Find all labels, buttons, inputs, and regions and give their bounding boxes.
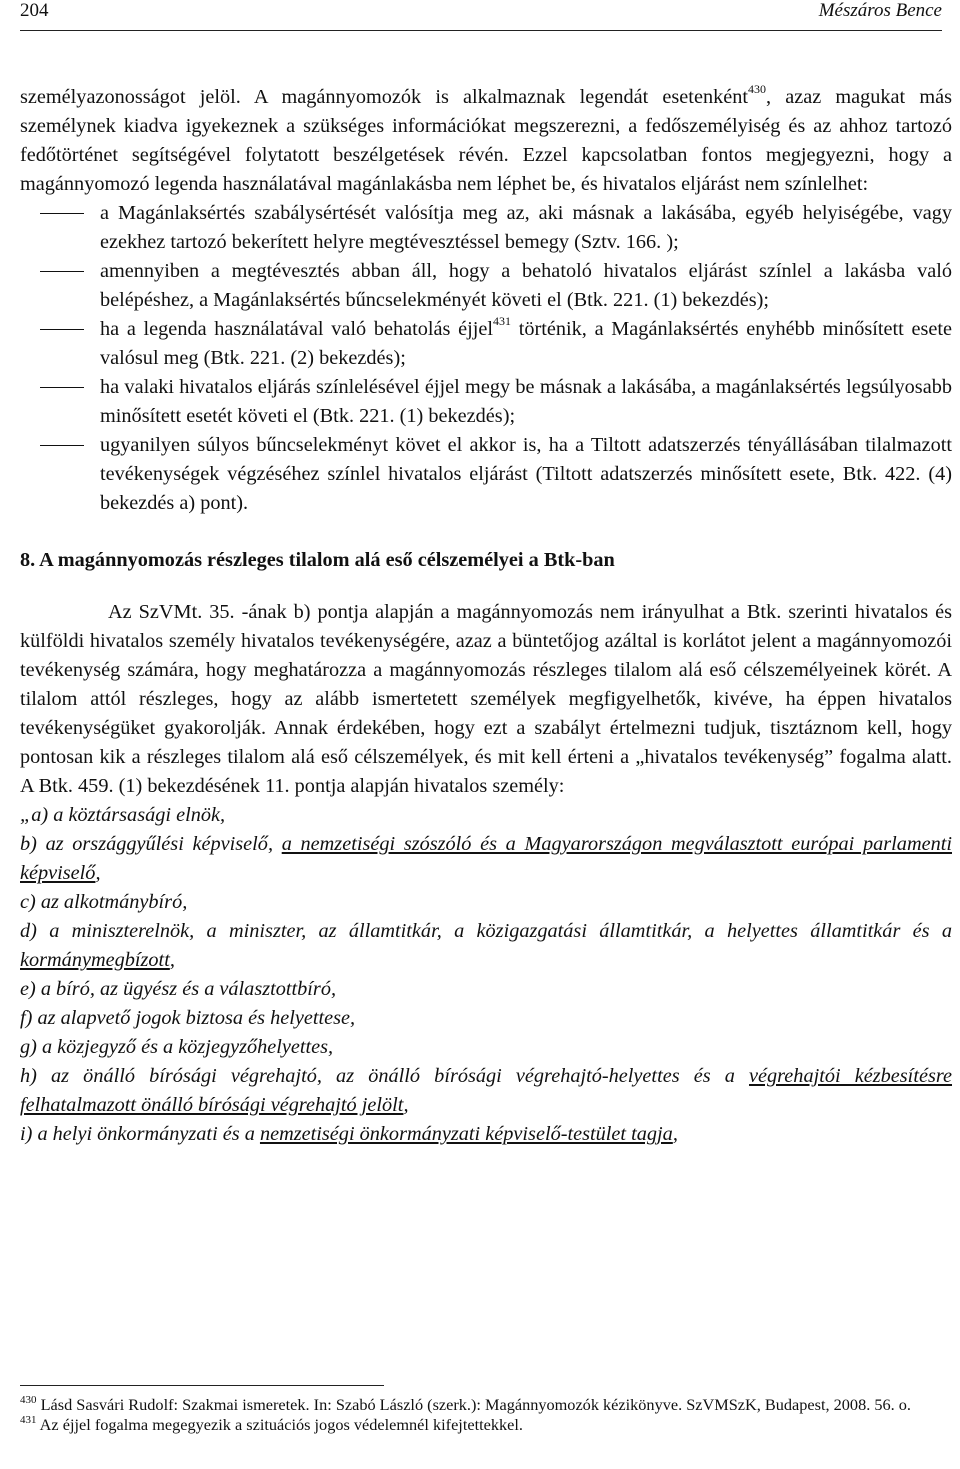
page-number: 204 (20, 0, 49, 21)
official-persons-list (20, 801, 952, 1149)
list-item: ugyanilyen súlyos bűncselekményt követ el akkor is, ha a Tiltott adatszerzés tényállásában tilalmazott tevékenységek végzéséhez színlel hivatalos eljárást (Tiltott adatszerzés minősített esete, Btk. 422. (4) bekezdés a) pont). (20, 431, 952, 518)
footnote-ref-430[interactable]: 430 (748, 82, 767, 97)
list-item: ha a legenda használatával való behatolás éjjel$^{431}$ történik, a Magánlaksértés enyhébb minősített esete valósul meg (Btk. 221. (2) bekezdés); (20, 315, 952, 373)
list-item: h) az önálló bírósági végrehajtó, az önálló bírósági végrehajtó-helyettes és a végrehajtói kézbesítésre felhatalmazott önálló bírósági végrehajtó jelölt, (20, 1065, 952, 1116)
list-item: i) a helyi önkormányzati és a nemzetiségi önkormányzati képviselő-testület tagja, (20, 1123, 678, 1145)
page-body (20, 83, 952, 1149)
list-item: amennyiben a megtévesztés abban áll, hogy a behatoló hivatalos eljárást színlel a lakásba való belépéshez, a Magánlaksértés bűncselekményét követi el (Btk. 221. (1) bekezdés); (20, 257, 952, 315)
list-item: d) a miniszterelnök, a miniszter, az államtitkár, a közigazgatási államtitkár, a helyettes államtitkár és a kormánymegbízott, (20, 920, 952, 971)
footnote-separator (20, 1385, 384, 1386)
footnote-430: $^{430}$ Lásd Sasvári Rudolf: Szakmai ismeretek. In: Szabó László (szerk.): Magánnyomozók kézikönyve. SzVMSzK, Budapest, 2008. 56. o. (20, 1393, 911, 1414)
list-item: ha valaki hivatalos eljárás színlelésével éjjel megy be másnak a lakásába, a magánlaksértés legsúlyosabb minősített esetét követi el (Btk. 221. (1) bekezdés); (20, 373, 952, 431)
footnote-ref-431[interactable]: 431 (493, 314, 512, 329)
footnote-431: $^{431}$ Az éjjel fogalma megegyezik a szituációs jogos védelemnél kifejtettekkel. (20, 1413, 523, 1434)
page-header (20, 0, 942, 31)
list-item: f) az alapvető jogok biztosa és helyettese, (20, 1007, 356, 1029)
footnotes (20, 1395, 952, 1435)
intro-text-2: , azaz magukat más személynek kiadva igyekeznek a szükséges információkat megszerezni, a fedőszemélyiség és az ahhoz tartozó fedőtörténet segítségével folytatott beszélgetések révén. Ezzel kapcsolatban fontos megjegyezni, hogy a magánnyomozó legenda használatával magánlakásba nem léphet be, és hivatalos eljárást nem színlelhet: (20, 86, 952, 195)
list-item: „a) a köztársasági elnök, (20, 804, 226, 826)
section-heading: 8. A magánnyomozás részleges tilalom alá eső célszemélyei a Btk-ban (20, 549, 615, 571)
intro-text-1: személyazonosságot jelöl. A magánnyomozók is alkalmaznak legendát esetenként (20, 86, 749, 108)
list-item: a Magánlaksértés szabálysértését valósítja meg az, aki másnak a lakásába, egyéb helyiségébe, vagy ezekhez tartozó bekerített helyre megtévesztéssel bemegy (Sztv. 166. ); (20, 199, 952, 257)
section-paragraph: Az SzVMt. 35. -ának b) pontja alapján a magánnyomozás nem irányulhat a Btk. szerinti hivatalos és külföldi hivatalos személy hivatalos tevékenységére, azaz a büntetőjog azáltal is korlátot jelent a magánnyomozói tevékenység számára, hogy meghatározza a magánnyomozás részleges tilalom alá eső célszemélyeinek körét. A tilalom attól részleges, hogy az alább ismertetett személyek megfigyelhetők, kivéve, ha éppen hivatalos tevékenységüket gyakorolják. Annak érdekében, hogy ezt a szabályt értelmezni tudjuk, tisztáznom kell, hogy pontosan kik a részleges tilalom alá eső célszemélyek, és mit kell érteni a „hivatalos tevékenység” fogalma alatt. A Btk. 459. (1) bekezdésének 11. pontja alapján hivatalos személy: (20, 601, 952, 797)
list-item: e) a bíró, az ügyész és a választottbíró, (20, 978, 337, 1000)
list-item: b) az országgyűlési képviselő, a nemzetiségi szószóló és a Magyarországon megválasztott európai parlamenti képviselő, (20, 833, 952, 884)
running-author: Mészáros Bence (818, 0, 942, 21)
list-item: g) a közjegyző és a közjegyzőhelyettes, (20, 1036, 334, 1058)
legal-consequences-list (20, 199, 952, 518)
list-item: c) az alkotmánybíró, (20, 891, 188, 913)
intro-paragraph (20, 83, 952, 199)
